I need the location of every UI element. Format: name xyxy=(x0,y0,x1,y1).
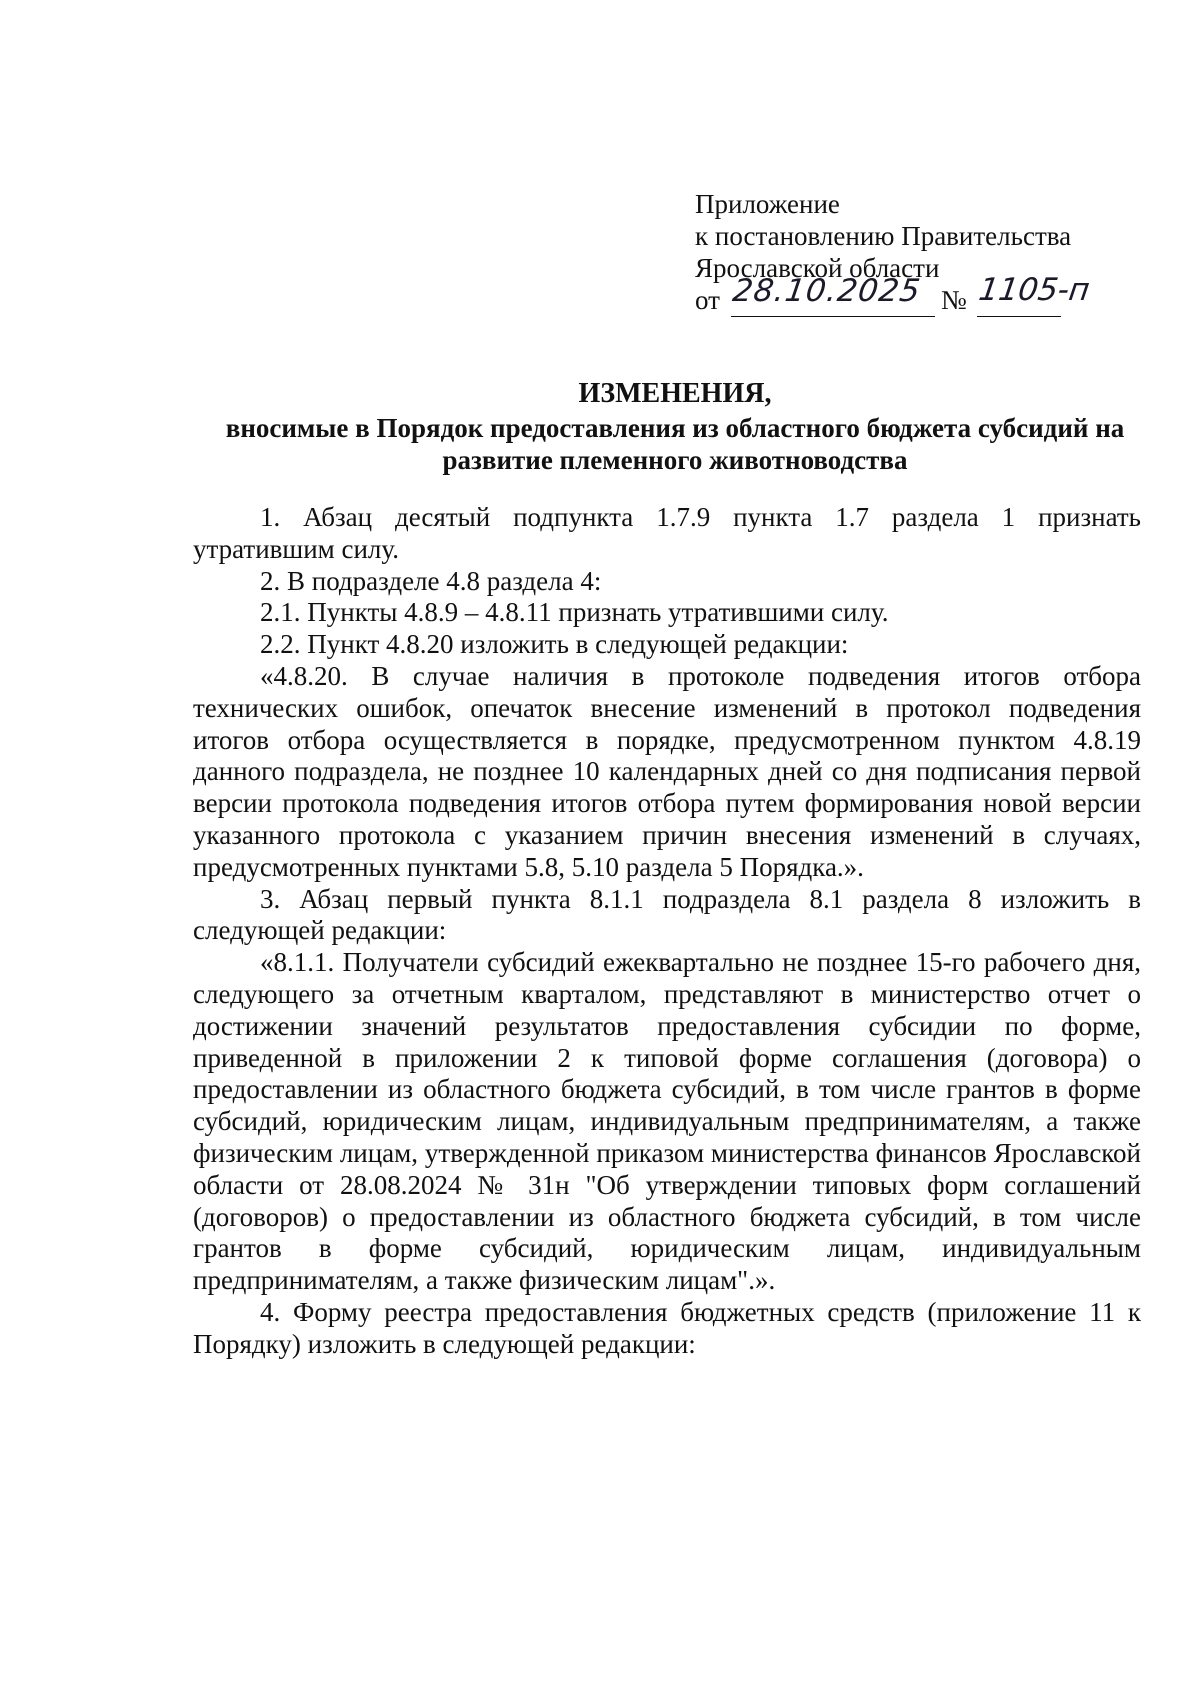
appendix-region-line: Ярославской области xyxy=(695,253,940,283)
number-prefix: № xyxy=(941,285,967,315)
paragraph-1: 1. Абзац десятый подпункта 1.7.9 пункта 1.7 раздела 1 признать утратившим силу. xyxy=(193,502,1141,564)
paragraph-4-8-20-quote: «4.8.20. В случае наличия в протоколе подведения итогов отбора технических ошибок, опечаток внесение изменений в протокол подведения итогов отбора осуществляется в порядке, предусмотренном пунктом 4.8.19 данного подраздела, не позднее 10 календарных дней со дня подписания первой версии протокола подведения итогов отбора путем формирования новой версии указанного протокола с указанием причин внесения изменений в случаях, предусмотренных пунктами 5.8, 5.10 раздела 5 Порядка.». xyxy=(193,660,1141,882)
date-prefix: от xyxy=(695,285,720,315)
paragraph-2-2: 2.2. Пункт 4.8.20 изложить в следующей редакции: xyxy=(260,629,849,660)
handwritten-number: 1105-п xyxy=(976,272,1092,308)
handwritten-date: 28.10.2025 xyxy=(730,273,924,309)
paragraph-4: 4. Форму реестра предоставления бюджетных средств (приложение 11 к Порядку) изложить в следующей редакции: xyxy=(193,1296,1141,1359)
title-heading: ИЗМЕНЕНИЯ, xyxy=(578,378,772,409)
paragraph-2: 2. В подразделе 4.8 раздела 4: xyxy=(260,565,602,596)
paragraph-2-1: 2.1. Пункты 4.8.9 – 4.8.11 признать утратившими силу. xyxy=(260,597,889,628)
title-subheading-line-1: вносимые в Порядок предоставления из областного бюджета субсидий на xyxy=(225,413,1125,443)
appendix-header xyxy=(695,188,1165,320)
document-body xyxy=(193,502,1141,1361)
document-title xyxy=(150,378,1200,476)
paragraph-8-1-1-quote: «8.1.1. Получатели субсидий ежеквартально не позднее 15-го рабочего дня, следующего за отчетным кварталом, представляют в министерство отчет о достижении значений результатов предоставления субсидии по форме, приведенной в приложении 2 к типовой форме соглашения (договора) о предоставлении из областного бюджета субсидий, в том числе грантов в форме субсидий, юридическим лицам, индивидуальным предпринимателям, а также физическим лицам, утвержденной приказом министерства финансов Ярославской области от 28.08.2024 № 31н "Об утверждении типовых форм соглашений (договоров) о предоставлении из областного бюджета субсидий, в том числе грантов в форме субсидий, юридическим лицам, индивидуальным предпринимателям, а также физическим лицам".». xyxy=(193,947,1141,1296)
paragraph-3: 3. Абзац первый пункта 8.1.1 подраздела 8.1 раздела 8 изложить в следующей редакции: xyxy=(193,883,1141,946)
title-subheading-line-2: развитие племенного животноводства xyxy=(442,445,908,475)
appendix-resolution-line: к постановлению Правительства xyxy=(695,221,1072,251)
appendix-label: Приложение xyxy=(695,189,840,219)
appendix-date-number-line xyxy=(695,272,1165,320)
